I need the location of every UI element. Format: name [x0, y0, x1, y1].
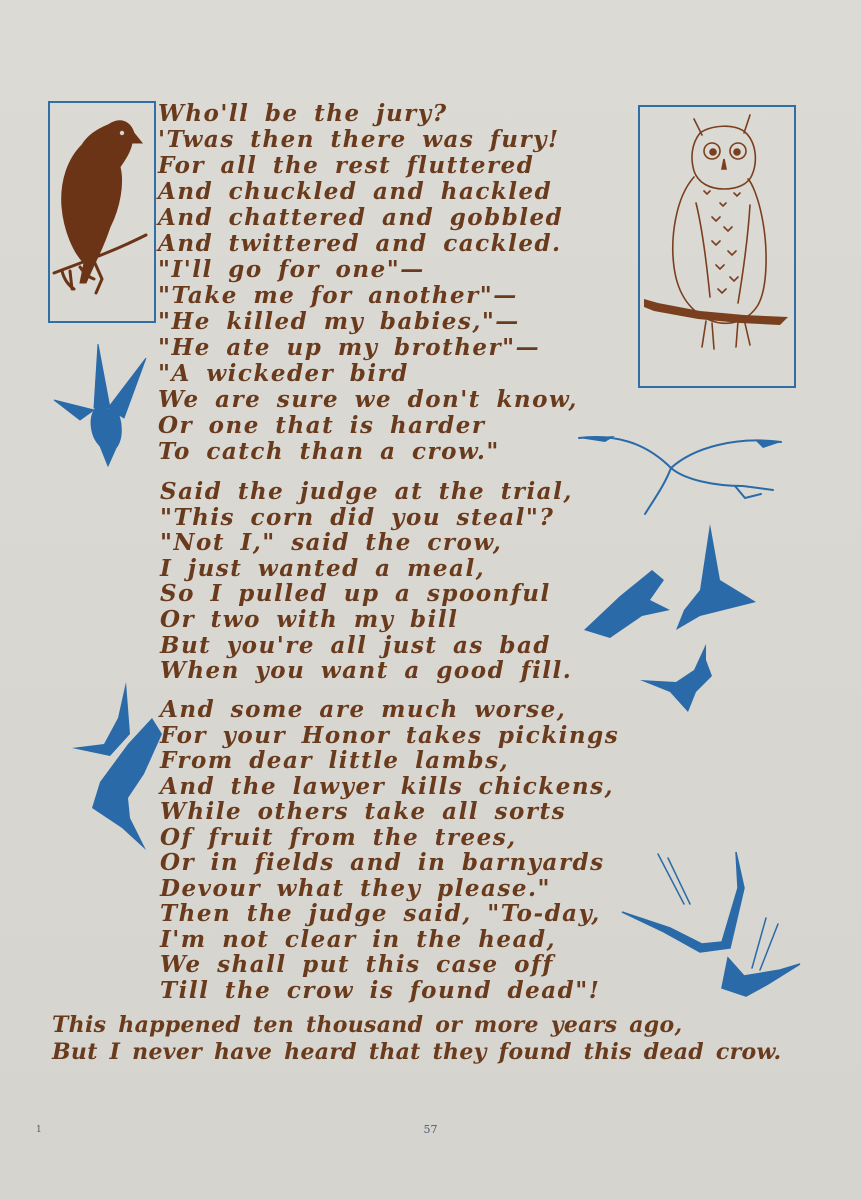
poem-line: "This corn did you steal"?: [160, 503, 555, 531]
poem-line: So I pulled up a spoonful: [160, 580, 551, 608]
poem-line: And twittered and cackled.: [158, 230, 562, 257]
crow-illustration-frame: [48, 101, 156, 323]
poem-line: But you're all just as bad: [160, 631, 551, 659]
poem-line: To catch than a crow.": [158, 438, 500, 465]
poem-closing: [52, 1012, 781, 1066]
poem-line: For your Honor takes pickings: [160, 721, 620, 749]
poem-line: And some are much worse,: [160, 696, 567, 723]
poem-stanza-2: [160, 479, 573, 684]
poem-line: "He ate up my brother"—: [158, 334, 541, 361]
poem-line: Or in fields and in barnyards: [160, 849, 605, 876]
margin-mark: 1: [36, 1125, 42, 1135]
poem-line: "Take me for another"—: [158, 282, 518, 309]
poem-line: When you want a good fill.: [160, 657, 573, 685]
poem-line: I'm not clear in the head,: [160, 925, 557, 953]
poem-stanza-1: [158, 101, 578, 465]
flying-bird-icon: [70, 678, 166, 854]
flying-bird-icon: [580, 520, 770, 720]
poem-line: Then the judge said, "To-day,: [160, 900, 601, 927]
poem-line: Of fruit from the trees,: [160, 823, 517, 851]
poem-line: And the lawyer kills chickens,: [160, 772, 615, 800]
swallow-icon: [618, 848, 804, 998]
poem-line: "He killed my babies,"—: [158, 308, 520, 335]
poem-line: 'Twas then there was fury!: [158, 126, 560, 153]
poem-line: Devour what they please.": [160, 874, 551, 902]
owl-perched-icon: [640, 107, 794, 386]
poem-line: And chuckled and hackled: [158, 178, 553, 205]
poem-line: From dear little lambs,: [160, 747, 510, 774]
owl-illustration-frame: [638, 105, 796, 388]
poem-line: This happened ten thousand or more years ago,: [52, 1012, 683, 1038]
poem-line: And chattered and gobbled: [158, 204, 564, 231]
poem-line: While others take all sorts: [160, 798, 567, 825]
gull-icon: [575, 428, 785, 518]
poem-line: Who'll be the jury?: [158, 100, 448, 127]
poem-line: But I never have heard that they found this dead crow.: [52, 1039, 782, 1065]
poem-line: Or two with my bill: [160, 605, 459, 633]
poem-line: Till the crow is found dead"!: [160, 976, 601, 1004]
poem-line: "I'll go for one"—: [158, 256, 425, 283]
page-number: 57: [423, 1123, 438, 1136]
poem-stanza-3: [160, 697, 619, 1003]
flying-bird-icon: [50, 338, 160, 478]
poem-line: I just wanted a meal,: [160, 554, 486, 582]
poem-line: "A wickeder bird: [158, 360, 409, 387]
crow-perched-icon: [50, 103, 154, 321]
poem-line: Said the judge at the trial,: [160, 478, 573, 505]
poem-line: Or one that is harder: [158, 412, 486, 439]
poem-line: "Not I," said the crow,: [160, 529, 503, 557]
poem-line: We are sure we don't know,: [158, 386, 578, 413]
poem-line: For all the rest fluttered: [158, 152, 535, 179]
poem-line: We shall put this case off: [160, 951, 554, 978]
